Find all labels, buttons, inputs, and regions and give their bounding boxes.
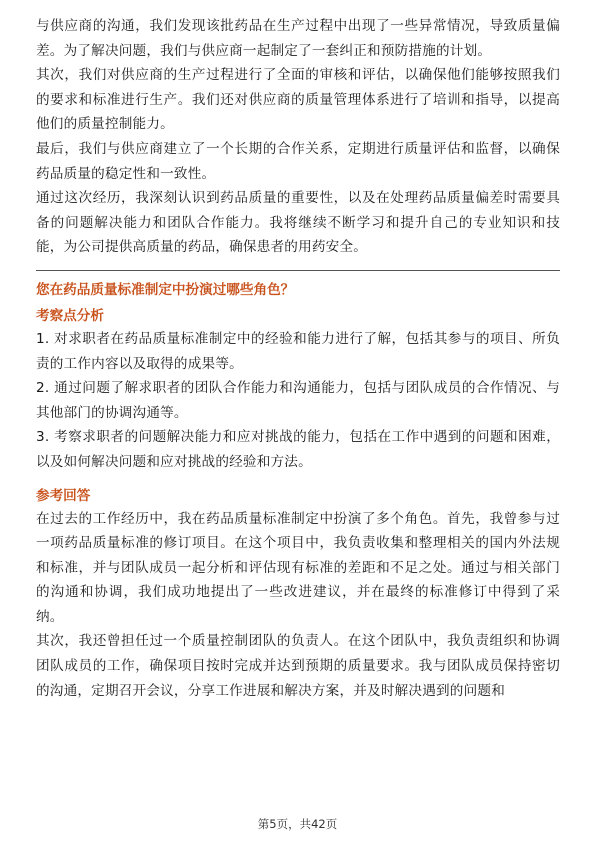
question-heading: 您在药品质量标准制定中扮演过哪些角色？ bbox=[36, 281, 295, 298]
analysis-heading: 考察点分析 bbox=[36, 307, 104, 324]
document-page bbox=[36, 14, 560, 703]
section-divider bbox=[36, 270, 560, 271]
page-number: 第5页，共42页 bbox=[257, 817, 338, 831]
intro-paragraph-3: 最后，我们与供应商建立了一个长期的合作关系，定期进行质量评估和监督，以确保药品质量的稳定性和一致性。 bbox=[36, 140, 560, 182]
answer-heading: 参考回答 bbox=[36, 487, 91, 504]
analysis-item-1: 1. 对求职者在药品质量标准制定中的经验和能力进行了解，包括其参与的项目、所负责的工作内容以及取得的成果等。 bbox=[36, 330, 560, 372]
section-gap bbox=[36, 475, 560, 485]
intro-paragraph-1: 与供应商的沟通，我们发现该批药品在生产过程中出现了一些异常情况，导致质量偏差。为了解决问题，我们与供应商一起制定了一套纠正和预防措施的计划。 bbox=[36, 18, 560, 59]
analysis-item-3: 3. 考察求职者的问题解决能力和应对挑战的能力，包括在工作中遇到的问题和困难，以及如何解决问题和应对挑战的经验和方法。 bbox=[36, 429, 560, 470]
analysis-item-2: 2. 通过问题了解求职者的团队合作能力和沟通能力，包括与团队成员的合作情况、与其他部门的协调沟通等。 bbox=[36, 380, 560, 421]
intro-paragraph-2: 其次，我们对供应商的生产过程进行了全面的审核和评估，以确保他们能够按照我们的要求和标准进行生产。我们还对供应商的质量管理体系进行了培训和指导，以提高他们的质量控制能力。 bbox=[36, 67, 560, 133]
answer-paragraph-1: 在过去的工作经历中，我在药品质量标准制定中扮演了多个角色。首先，我曾参与过一项药品质量标准的修订项目。在这个项目中，我负责收集和整理相关的国内外法规和标准，并与团队成员一起分析和评估现有标准的差距和不足之处。通过与相关部门的沟通和协调，我们成功地提出了一些改进建议，并在最终的标准修订中得到了采纳。 bbox=[36, 510, 560, 625]
intro-paragraph-4: 通过这次经历，我深刻认识到药品质量的重要性，以及在处理药品质量偏差时需要具备的问题解决能力和团队合作能力。我将继续不断学习和提升自己的专业知识和技能，为公司提供高质量的药品，确保患者的用药安全。 bbox=[36, 190, 560, 256]
answer-paragraph-2: 其次，我还曾担任过一个质量控制团队的负责人。在这个团队中，我负责组织和协调团队成员的工作，确保项目按时完成并达到预期的质量要求。我与团队成员保持密切的沟通，定期召开会议，分享工作进展和解决方案，并及时解决遇到的问题和 bbox=[36, 633, 560, 699]
